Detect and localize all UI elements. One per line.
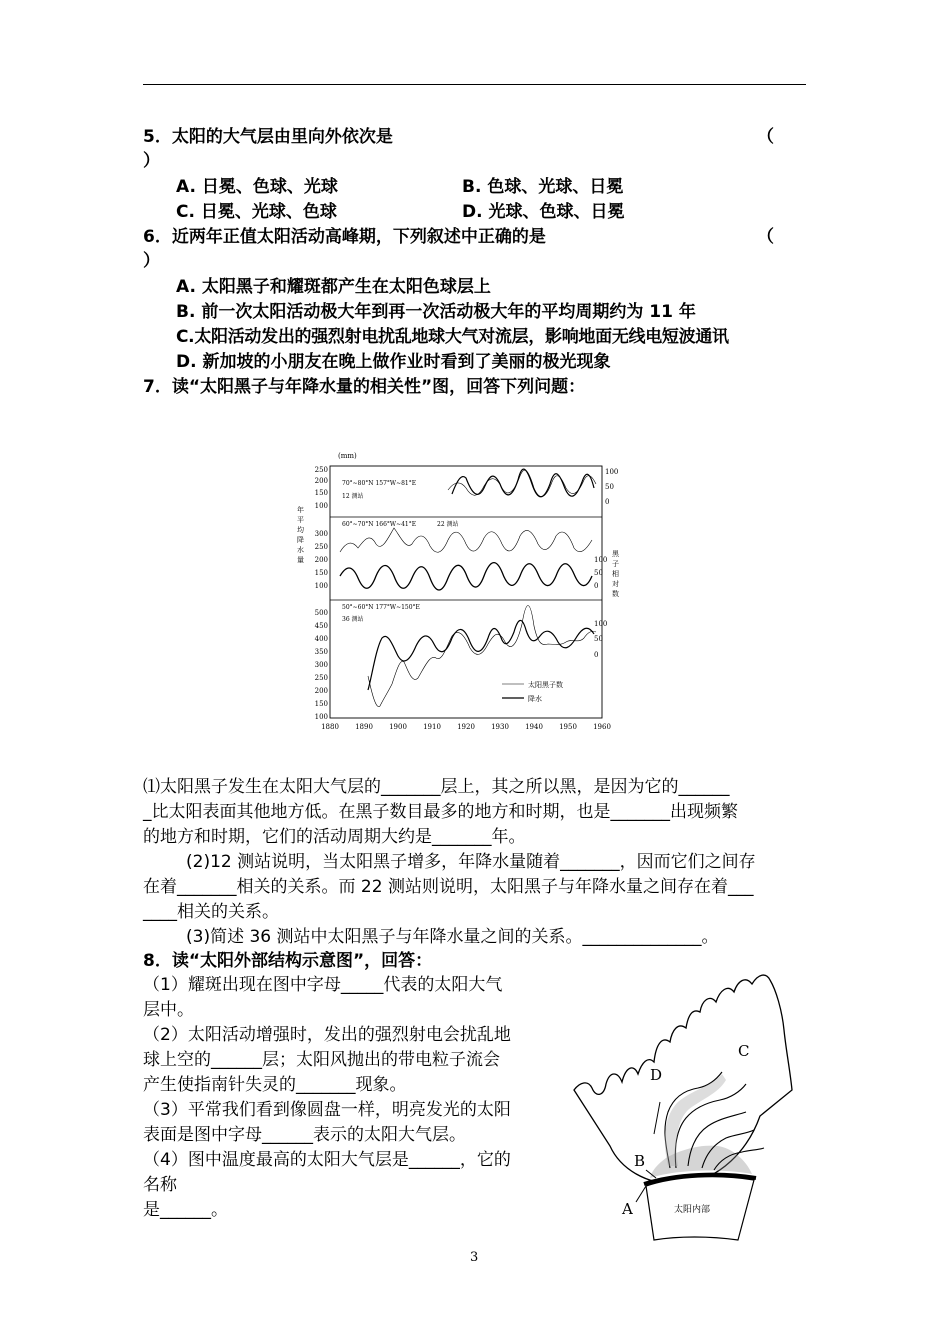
chart-unit: (mm)	[338, 452, 357, 460]
q6-option-b: B. 前一次太阳活动极大年到再一次活动极大年的平均周期约为 11 年	[176, 302, 696, 322]
label-a: A	[622, 1200, 633, 1218]
p3-right-tick: 50	[594, 635, 603, 643]
q6-stem: 6．近两年正值太阳活动高峰期，下列叙述中正确的是	[143, 227, 546, 247]
q8-line-8: （4）图中温度最高的太阳大气层是______，它的	[143, 1150, 511, 1170]
p2-left-tick: 300	[314, 530, 328, 538]
q7-stem: 7．读“太阳黑子与年降水量的相关性”图，回答下列问题：	[143, 377, 586, 397]
p1-station-name: 12 测站	[342, 493, 364, 500]
x-tick: 1920	[457, 723, 475, 731]
x-tick: 1930	[491, 723, 509, 731]
p1-left-tick: 150	[314, 489, 328, 497]
q8-line-10: 是______。	[143, 1200, 228, 1220]
header-rule	[143, 84, 806, 85]
d-arrow	[654, 1102, 660, 1134]
q6-option-d: D. 新加坡的小朋友在晚上做作业时看到了美丽的极光现象	[176, 352, 611, 372]
q8-line-9: 名称	[143, 1175, 177, 1195]
p1-sunspot-curve	[452, 469, 594, 497]
x-tick: 1910	[423, 723, 441, 731]
right-axis-label-1: 黑	[612, 550, 619, 558]
p3-station-name: 36 测站	[342, 616, 364, 623]
p3-left-tick: 150	[314, 700, 328, 708]
p2-right-tick: 50	[594, 569, 603, 577]
x-tick: 1900	[389, 723, 407, 731]
p1-right-tick: 50	[605, 483, 614, 491]
label-c: C	[738, 1042, 750, 1060]
p3-right-tick: 100	[594, 620, 608, 628]
q7-line-3: 的地方和时期，它们的活动周期大约是_______年。	[143, 827, 526, 847]
p3-left-tick: 100	[314, 713, 328, 721]
a-arrow	[636, 1186, 646, 1202]
x-tick: 1890	[355, 723, 373, 731]
p1-precip-curve	[448, 470, 596, 496]
label-b: B	[634, 1152, 646, 1170]
p1-left-tick: 100	[314, 502, 328, 510]
right-axis-label-2: 子	[612, 560, 619, 568]
p2-precip-curve	[340, 528, 592, 552]
left-axis-label-3: 均	[297, 526, 304, 534]
p1-right-tick: 0	[605, 498, 610, 506]
x-tick: 1940	[525, 723, 543, 731]
sun-structure-diagram	[570, 970, 810, 1250]
q5-option-a: A. 日冕、色球、光球	[176, 177, 338, 197]
q7-line-1: ⑴太阳黑子发生在太阳大气层的_______层上，其之所以黑，是因为它的______	[143, 777, 730, 797]
q8-line-2: 层中。	[143, 1000, 194, 1020]
q8-line-3: （2）太阳活动增强时，发出的强烈射电会扰乱地	[143, 1025, 511, 1045]
q6-option-a: A. 太阳黑子和耀斑都产生在太阳色球层上	[176, 277, 491, 297]
p2-left-tick: 250	[314, 543, 328, 551]
p3-left-tick: 350	[314, 648, 328, 656]
sunspot-precip-chart	[292, 448, 622, 738]
left-axis-label-4: 降	[297, 536, 304, 544]
q5-option-c: C. 日冕、光球、色球	[176, 202, 337, 222]
p3-left-tick: 450	[314, 622, 328, 630]
label-d: D	[650, 1066, 663, 1084]
p2-left-tick: 100	[314, 582, 328, 590]
q6-paren-open: （	[757, 227, 774, 247]
q6-paren-close: ）	[143, 251, 160, 271]
left-axis-label-1: 年	[297, 506, 304, 514]
x-tick: 1960	[593, 723, 611, 731]
q8-line-1: （1）耀斑出现在图中字母_____代表的太阳大气	[143, 975, 503, 995]
p3-sunspot-curve	[368, 620, 594, 690]
legend-precip-label: 降水	[528, 695, 542, 703]
q7-line-7: (3)简述 36 测站中太阳黑子与年降水量之间的关系。______________。	[186, 927, 719, 947]
q7-line-4: (2)12 测站说明，当太阳黑子增多，年降水量随着_______，因而它们之间存	[186, 852, 756, 872]
q7-line-5: 在着_______相关的关系。而 22 测站则说明，太阳黑子与年降水量之间存在着___	[143, 877, 754, 897]
q5-option-b: B. 色球、光球、日冕	[462, 177, 624, 197]
q8-line-5: 产生使指南针失灵的_______现象。	[143, 1075, 407, 1095]
p1-left-tick: 250	[314, 466, 328, 474]
q5-paren-close: ）	[143, 151, 160, 171]
left-axis-label-5: 水	[297, 546, 304, 554]
p3-left-tick: 300	[314, 661, 328, 669]
left-axis-label-6: 量	[297, 556, 304, 564]
p3-station-coords: 50°~60°N 177°W~150°E	[342, 604, 420, 611]
q8-line-6: （3）平常我们看到像圆盘一样，明亮发光的太阳	[143, 1100, 511, 1120]
p1-left-tick: 200	[314, 477, 328, 485]
x-tick: 1880	[321, 723, 339, 731]
label-interior: 太阳内部	[674, 1205, 711, 1215]
p3-left-tick: 250	[314, 674, 328, 682]
p2-left-tick: 200	[314, 556, 328, 564]
p1-station-coords: 70°~80°N 157°W~81°E	[342, 480, 417, 487]
p2-station-name: 22 测站	[437, 521, 459, 528]
p3-right-tick: 0	[594, 651, 599, 659]
right-axis-label-3: 相	[612, 570, 619, 578]
p2-right-tick: 0	[594, 582, 599, 590]
q5-paren-open: （	[757, 127, 774, 147]
q8-line-7: 表面是图中字母______表示的太阳大气层。	[143, 1125, 466, 1145]
page-number: 3	[470, 1250, 479, 1265]
q7-line-2: _比太阳表面其他地方低。在黑子数目最多的地方和时期，也是_______出现频繁	[143, 802, 738, 822]
q7-line-6: ____相关的关系。	[143, 902, 279, 922]
p2-sunspot-curve	[340, 563, 592, 590]
p2-station-coords: 60°~70°N 166°W~41°E	[342, 521, 417, 528]
right-axis-label-4: 对	[612, 580, 619, 588]
left-axis-label-2: 平	[297, 516, 304, 524]
q5-option-d: D. 光球、色球、日冕	[462, 202, 625, 222]
p2-right-tick: 100	[594, 556, 608, 564]
p2-left-tick: 150	[314, 569, 328, 577]
p3-left-tick: 200	[314, 687, 328, 695]
q6-option-c: C.太阳活动发出的强烈射电扰乱地球大气对流层，影响地面无线电短波通讯	[176, 327, 729, 347]
q8-stem: 8．读“太阳外部结构示意图”，回答：	[143, 951, 433, 971]
x-tick: 1950	[559, 723, 577, 731]
q5-stem: 5．太阳的大气层由里向外依次是	[143, 127, 393, 147]
p3-left-tick: 500	[314, 609, 328, 617]
p1-right-tick: 100	[605, 468, 619, 476]
right-axis-label-5: 数	[612, 590, 619, 598]
q8-line-4: 球上空的______层；太阳风抛出的带电粒子流会	[143, 1050, 500, 1070]
p3-left-tick: 400	[314, 635, 328, 643]
legend-sunspot-label: 太阳黑子数	[528, 681, 563, 689]
